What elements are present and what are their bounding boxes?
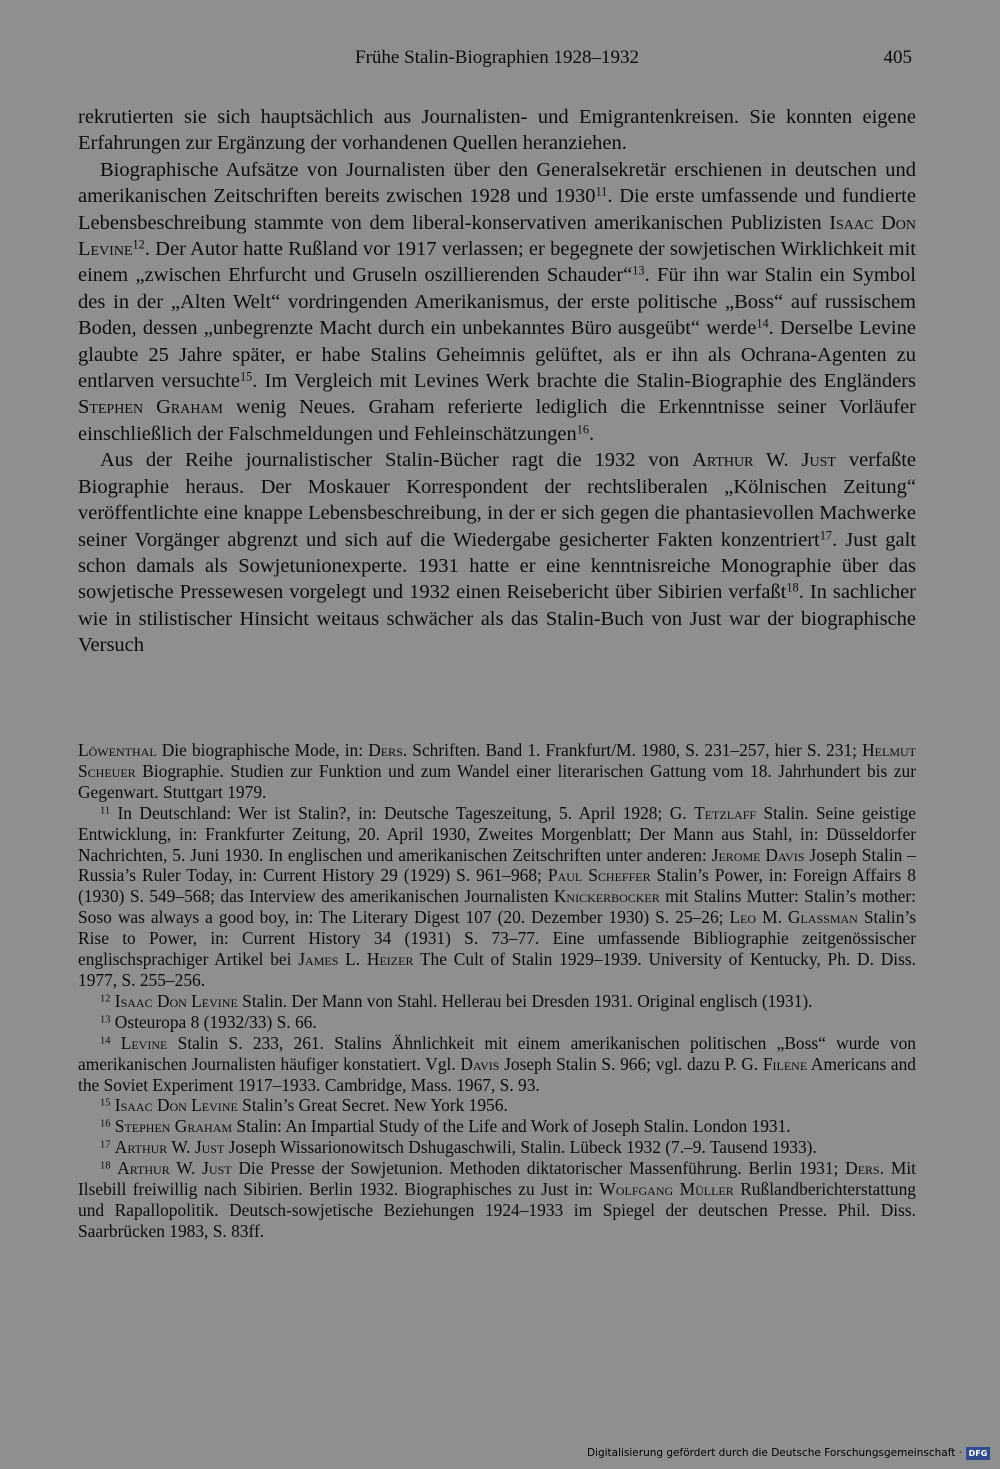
author-name: Tetzlaff xyxy=(694,802,757,823)
footnote-13 xyxy=(78,1012,916,1033)
main-text xyxy=(78,104,916,659)
text-run: Stalin’s Great Secret. New York 1956. xyxy=(237,1095,508,1116)
text-run: Die biographische Mode, in: xyxy=(156,740,369,760)
footnote-ref-15[interactable]: 15 xyxy=(239,369,253,384)
footnote-ref-13[interactable]: 13 xyxy=(632,263,645,278)
author-name: Stephen Graham xyxy=(114,1116,233,1137)
footnote-ref-14[interactable]: 14 xyxy=(756,316,769,331)
footnote-16 xyxy=(78,1116,916,1137)
paragraph-2 xyxy=(78,157,916,447)
text-run: . Der Autor hatte Rußland vor 1917 verlassen; er begegnete der sowjetischen Wirklichkeit mit einem „zwischen Ehrfurcht und Gruseln oszillierenden Schauder“ xyxy=(78,238,916,287)
footnote-number: 11 xyxy=(100,804,111,816)
footnote-continuation xyxy=(78,740,916,803)
author-name: Löwenthal xyxy=(78,740,157,760)
author-name: Davis xyxy=(460,1053,500,1074)
footnote-number: 15 xyxy=(100,1097,111,1109)
text-run: Stalin’s Rise to Power, in: Current History 34 (1931) S. 73–77. Eine umfassende Bibliographie zeitgenössischer englischsprachiger Artikel bei xyxy=(78,907,917,970)
footnote-12 xyxy=(78,991,916,1012)
author-name: Isaac Don Levine xyxy=(78,211,916,261)
author-name: Arthur W. Just xyxy=(117,1158,232,1179)
author-name: Isaac Don Levine xyxy=(114,990,238,1011)
author-name: Filene xyxy=(762,1053,808,1074)
text-run: Mit Ilsebill freiwillig nach Sibirien. Berlin 1932. Biographisches zu Just in: xyxy=(78,1158,916,1200)
footnote-ref-11[interactable]: 11 xyxy=(595,184,608,199)
text-run: Americans and the Soviet Experiment 1917–1933. Cambridge, Mass. 1967, S. 93. xyxy=(78,1053,916,1095)
footnote-number: 12 xyxy=(100,993,111,1005)
text-run: Biographische Aufsätze von Journalisten über den Generalsekretär erschienen in deutschen und amerikanischen Zeitschriften bereits zwischen 1928 und 1930 xyxy=(78,158,916,208)
text-run: Rußlandberichterstattung und Rapallopolitik. Deutsch-sowjetische Beziehungen 1924–1933 im Spiegel der deutschen Presse. Phil. Diss. Saarbrücken 1983, S. 83ff. xyxy=(78,1179,916,1241)
text-run: verfaßte Biographie heraus. Der Moskauer Korrespondent der rechtsliberalen „Kölnischen Zeitung“ veröffentlichte eine knappe Lebensbeschreibung, in der er sich gegen die phantasievollen Machwerke seiner Vorgänger abgrenzt und sich auf die Wiedergabe gesicherter Fakten konzentriert xyxy=(78,449,917,551)
text-run: Die Presse der Sowjetunion. Methoden diktatorischer Massenführung. Berlin 1931; xyxy=(231,1158,846,1179)
footnote-11 xyxy=(78,803,916,991)
paragraph-3 xyxy=(78,447,916,658)
text-run: Aus der Reihe journalistischer Stalin-Bücher ragt die 1932 von xyxy=(100,449,693,472)
footnote-number: 14 xyxy=(100,1034,111,1046)
funding-note: Digitalisierung gefördert durch die Deutsche Forschungsgemeinschaft · xyxy=(586,1447,962,1459)
author-name: Levine xyxy=(120,1032,168,1053)
author-name: Arthur W. Just xyxy=(114,1137,225,1158)
running-title: Frühe Stalin-Biographien 1928–1932 xyxy=(355,47,639,68)
text-run: The Cult of Stalin 1929–1939. University of Kentucky, Ph. D. Diss. 1977, S. 255–256. xyxy=(78,949,916,990)
footnote-18 xyxy=(78,1158,916,1242)
text-run: In Deutschland: Wer ist Stalin?, in: Deutsche Tageszeitung, 5. April 1928; G. xyxy=(110,802,695,823)
footnote-17 xyxy=(78,1137,916,1158)
dfg-logo: DFG xyxy=(966,1447,990,1460)
text-run: . Die erste umfassende und fundierte Lebensbeschreibung stammte von dem liberal-konservativen amerikanischen Publizisten xyxy=(78,185,916,234)
footnote-ref-18[interactable]: 18 xyxy=(786,580,799,595)
author-name: Ders. xyxy=(368,740,408,760)
author-name: Wolfgang Müller xyxy=(599,1179,734,1200)
text-run: Joseph Wissarionowitsch Dshugaschwili, Stalin. Lübeck 1932 (7.–9. Tausend 1933). xyxy=(224,1137,817,1158)
text-run: Stalin. Der Mann von Stahl. Hellerau bei Dresden 1931. Original englisch (1931). xyxy=(237,990,813,1011)
author-name: James L. Heizer xyxy=(298,949,414,970)
text-run: Osteuropa 8 (1932/33) S. 66. xyxy=(110,1011,317,1032)
footnote-number: 13 xyxy=(100,1014,111,1026)
text-run: wenig Neues. Graham referierte lediglich die Erkenntnisse seiner Vorläufer einschließlich der Falschmeldungen und Fehleinschätzungen xyxy=(78,396,916,445)
author-name: Jerome Davis xyxy=(711,844,805,865)
footnote-number: 17 xyxy=(100,1139,111,1151)
text-run: mit Stalins Mutter: Stalin’s mother: Soso was always a good boy, in: The Literary Digest 107 (20. Dezember 1930) S. 25–26; xyxy=(78,886,916,928)
footnote-ref-12[interactable]: 12 xyxy=(132,237,145,252)
author-name: Knickerbocker xyxy=(553,886,660,907)
text-run: Joseph Stalin S. 966; vgl. dazu P. G. xyxy=(499,1053,763,1074)
footnote-ref-17[interactable]: 17 xyxy=(819,527,833,542)
text-run: Joseph Stalin – Russia’s Ruler Today, in: Current History 29 (1929) S. 961–968; xyxy=(78,844,916,886)
footnote-number: 16 xyxy=(100,1118,111,1130)
author-name: Paul Scheffer xyxy=(547,865,651,886)
author-name: Leo M. Glassman xyxy=(729,907,858,928)
text-run: Stalin’s Power, in: Foreign Affairs 8 (1930) S. 549–568; das Interview des amerikanischen Journalisten xyxy=(78,865,917,907)
text-run: . xyxy=(589,422,595,445)
footnotes xyxy=(78,740,916,1242)
footnote-number: 18 xyxy=(100,1160,111,1172)
author-name: Ders. xyxy=(845,1158,885,1179)
text-run: Stalin. Seine geistige Entwicklung, in: Frankfurter Zeitung, 20. April 1930, Zweites Morgenblatt; Der Mann aus Stahl, in: Düsseldorfer Nachrichten, 5. Juni 1930. In englischen und amerikanischen Zeitschriften unter anderen: xyxy=(78,802,917,865)
text-run: . Derselbe Levine glaubte 25 Jahre später, er habe Stalins Geheimnis gelüftet, als er ihn als Ochrana-Agenten zu entlarven versuchte xyxy=(78,317,916,393)
text-run: . In sachlicher wie in stilistischer Hinsicht weitaus schwächer als das Stalin-Buch von Just war der biographische Versuch xyxy=(78,581,917,657)
text-run: . Im Vergleich mit Levines Werk brachte die Stalin-Biographie des Engländers xyxy=(252,370,917,393)
author-name: Stephen Graham xyxy=(78,396,223,419)
paragraph-1: rekrutierten sie sich hauptsächlich aus Journalisten- und Emigrantenkreisen. Sie konnten eigene Erfahrungen zur Ergänzung der vorhandenen Quellen heranziehen. xyxy=(78,106,916,155)
digitization-footer xyxy=(587,1446,990,1460)
author-name: Isaac Don Levine xyxy=(114,1095,238,1116)
footnote-ref-16[interactable]: 16 xyxy=(576,422,589,437)
page-number: 405 xyxy=(883,47,912,68)
text-run: Stalin: An Impartial Study of the Life and Work of Joseph Stalin. London 1931. xyxy=(232,1116,791,1137)
author-name: Helmut Scheuer xyxy=(78,740,916,781)
text-run: . Just galt schon damals als Sowjetunionexperte. 1931 hatte er eine kenntnisreiche Monographie über das sowjetische Pressewesen vorgelegt und 1932 einen Reisebericht über Sibirien verfaßt xyxy=(78,528,916,604)
text-run: Stalin S. 233, 261. Stalins Ähnlichkeit mit einem amerikanischen politischen „Boss“ wurde von amerikanischen Journalisten häufiger konstatiert. Vgl. xyxy=(78,1032,916,1074)
text-run: Biographie. Studien zur Funktion und zum Wandel einer literarischen Gattung vom 18. Jahrhundert bis zur Gegenwart. Stuttgart 1979. xyxy=(78,760,916,802)
text-run: . Für ihn war Stalin ein Symbol des in der „Alten Welt“ vordringenden Amerikanismus, der erste politische „Boss“ auf russischem Boden, dessen „unbegrenzte Macht durch ein unbekanntes Büro ausgeübt“ werde xyxy=(78,264,916,340)
author-name: Arthur W. Just xyxy=(692,449,836,472)
footnote-14 xyxy=(78,1033,916,1096)
footnote-15 xyxy=(78,1095,916,1116)
text-run: Schriften. Band 1. Frankfurt/M. 1980, S. 231–257, hier S. 231; xyxy=(407,740,863,760)
